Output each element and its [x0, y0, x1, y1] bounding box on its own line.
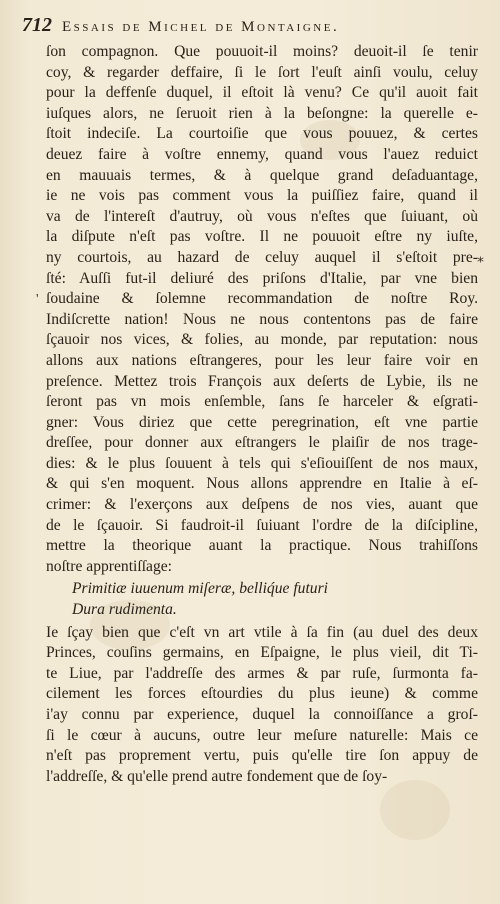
text-line: en mauuais termes, & à quelque grand deſaduantage,	[46, 166, 478, 184]
paper-stain	[380, 780, 450, 840]
text-line: la diſpute n'eſt pas voſtre. Il ne pouuoit eſtre ny iuſte,	[46, 228, 478, 246]
text-line: va de l'intereſt d'autruy, où vous n'eſtes que ſuiuant, où	[46, 207, 478, 225]
text-line: ny courtois, au hazard de celuy auquel il s'eſtoit pre-	[46, 248, 478, 266]
paragraph-2	[46, 623, 478, 788]
text-line: ſçauoir nos vices, & folies, au monde, par reputation: nous	[46, 331, 478, 349]
text-line: ſtoit indeciſe. La courtoiſie que vous pouuez, & certes	[46, 125, 478, 143]
text-line: de le ſçauoir. Si faudroit-il ſuiuant l'ordre de la diſcipline,	[46, 516, 478, 534]
text-line: l'addreſſe, & qu'elle prend autre fondement que de ſoy-	[46, 767, 388, 785]
text-line: ſon compagnon. Que pouuoit-il moins? deuoit-il ſe tenir	[46, 43, 478, 60]
text-line: gner: Vous diriez que cette peregrination, eſt vne partie	[46, 413, 478, 431]
text-line: & qui s'en moquent. Nous allons apprendre en Italie à eſ-	[46, 475, 478, 493]
text-line: noſtre apprentiſſage:	[46, 557, 172, 575]
latin-quote	[46, 579, 478, 620]
text-line: mettre la theorique auant la practique. Nous trahiſſons	[46, 537, 478, 555]
text-line: cilement les forces eſtourdies du plus ieune) & comme	[46, 685, 478, 703]
text-line: ſoudaine & ſolemne recommandation de noſtre Roy.	[46, 290, 478, 308]
text-line: crimer: & l'exerçons aux deſpens de nos vies, auant que	[46, 496, 478, 514]
text-line: dies: & le plus ſouuent à tels qui s'eſiouiſſent de nos maux,	[46, 454, 478, 472]
text-line: ſi le cœur à aucuns, outre leur meſure naturelle: Mais ce	[46, 726, 478, 744]
text-line: Indiſcrette nation! Nous ne nous contentons pas de faire	[46, 310, 478, 328]
running-head: Essais de Michel de Montaigne.	[62, 19, 340, 35]
text-line: dreſſee, pour donner aux eſtrangers le plaiſir de nos trage-	[46, 434, 478, 452]
page-header	[22, 14, 484, 37]
text-line: iuſques alors, ne ſeruoit rien à la beſongne: la querelle e-	[46, 104, 478, 122]
page-number: 712	[22, 14, 52, 36]
text-line: i'ay connu par experience, duquel la connoiſſance a groſ-	[46, 706, 478, 723]
text-line: n'eſt pas proprement vertu, puis qu'elle tire ſon appuy de	[46, 747, 478, 765]
text-line: allons aux nations eſtrangeres, pour les leur faire voir en	[46, 351, 478, 369]
paragraph-1	[46, 42, 478, 577]
text-line: ſeront pas vn mois enſemble, ſans ſe harceler & eſgrati-	[46, 393, 478, 411]
text-line: Princes, couſins germains, en Eſpaigne, le plus vieil, dit Ti-	[46, 644, 478, 662]
text-line: deuez faire à voſtre ennemy, quand vous l'auez reduict	[46, 145, 478, 163]
text-line: te Liue, par l'addreſſe des armes & par ruſe, ſurmonta fa-	[46, 664, 478, 682]
text-line: ſté: Auſſi fut-il deliuré des priſons d'Italie, par vne bien	[46, 269, 478, 287]
text-line: ie ne vois pas comment vous la puiſſiez faire, quand il	[46, 187, 478, 205]
text-line: Ie ſçay bien que c'eſt vn art vtile à ſa fin (au duel des deux	[46, 623, 478, 641]
text-line: Dura rudimenta.	[72, 601, 177, 619]
text-line: pour la deffenſe duquel, il eſtoit là venu? Ce qu'il auoit fait	[46, 84, 478, 102]
text-line: Primitiæ iuuenum miſeræ, belliq́ue futuri	[72, 580, 328, 598]
body-text	[46, 42, 478, 787]
margin-mark: '	[36, 292, 39, 307]
text-line: preſence. Mettez trois François aux deſerts de Lybie, ils ne	[46, 372, 478, 390]
margin-mark: ⁎	[477, 251, 484, 266]
text-line: coy, & regarder deffaire, ſi le ſort l'euſt ainſi voulu, celuy	[46, 63, 478, 81]
